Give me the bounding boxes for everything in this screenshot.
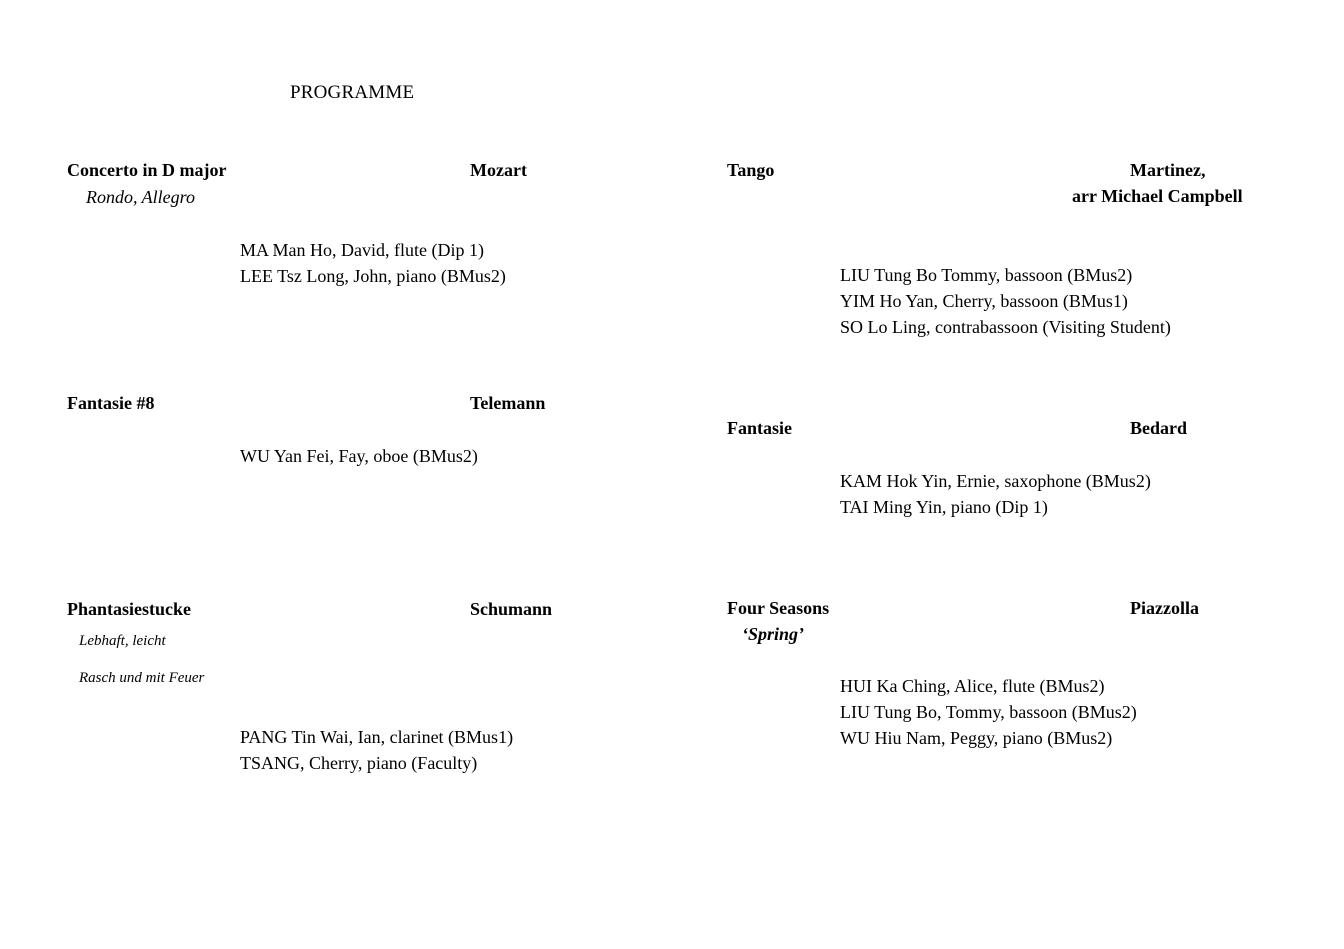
piece-title-phantasiestucke: Phantasiestucke [67, 599, 192, 619]
piece-title-four-seasons: Four Seasons [727, 598, 830, 618]
piece-composer-piazzolla: Piazzolla [1130, 598, 1199, 618]
page-heading: PROGRAMME [290, 82, 415, 103]
performer-item: LEE Tsz Long, John, piano (BMus2) [240, 266, 506, 286]
piece-composer-martinez: Martinez, [1130, 160, 1206, 180]
piece-composer-bedard: Bedard [1130, 418, 1188, 438]
piece-composer-schumann: Schumann [470, 599, 553, 619]
performer-item: SO Lo Ling, contrabassoon (Visiting Student) [840, 317, 1171, 337]
performer-item: LIU Tung Bo, Tommy, bassoon (BMus2) [840, 702, 1137, 722]
performer-item: TSANG, Cherry, piano (Faculty) [240, 753, 478, 773]
performer-list-fantasie-8 [240, 443, 478, 469]
performer-list-phantasiestucke [240, 724, 513, 776]
performer-item: PANG Tin Wai, Ian, clarinet (BMus1) [240, 727, 514, 747]
performer-item: WU Yan Fei, Fay, oboe (BMus2) [240, 446, 478, 466]
piece-movement: Rasch und mit Feuer [79, 670, 205, 686]
performer-item: WU Hiu Nam, Peggy, piano (BMus2) [840, 728, 1113, 748]
performer-item: MA Man Ho, David, flute (Dip 1) [240, 240, 484, 260]
performer-list-concerto [240, 237, 506, 289]
piece-arranger: arr Michael Campbell [1072, 186, 1243, 206]
piece-title-fantasie: Fantasie [727, 418, 792, 438]
piece-title-tango: Tango [727, 160, 775, 180]
performer-list-tango [840, 262, 1171, 340]
piece-movement: Rondo, Allegro [86, 187, 195, 207]
performer-item: YIM Ho Yan, Cherry, bassoon (BMus1) [840, 291, 1128, 311]
performer-list-four-seasons [840, 673, 1137, 751]
piece-composer-mozart: Mozart [470, 160, 527, 180]
performer-item: LIU Tung Bo Tommy, bassoon (BMus2) [840, 265, 1133, 285]
piece-composer-telemann: Telemann [470, 393, 546, 413]
performer-item: TAI Ming Yin, piano (Dip 1) [840, 497, 1048, 517]
piece-title-fantasie-8: Fantasie #8 [67, 393, 155, 413]
performer-item: HUI Ka Ching, Alice, flute (BMus2) [840, 676, 1105, 696]
piece-title-concerto: Concerto in D major [67, 160, 227, 180]
performer-item: KAM Hok Yin, Ernie, saxophone (BMus2) [840, 471, 1151, 491]
piece-movement: ‘Spring’ [742, 624, 805, 644]
piece-movement: Lebhaft, leicht [79, 633, 166, 649]
performer-list-fantasie [840, 468, 1151, 520]
